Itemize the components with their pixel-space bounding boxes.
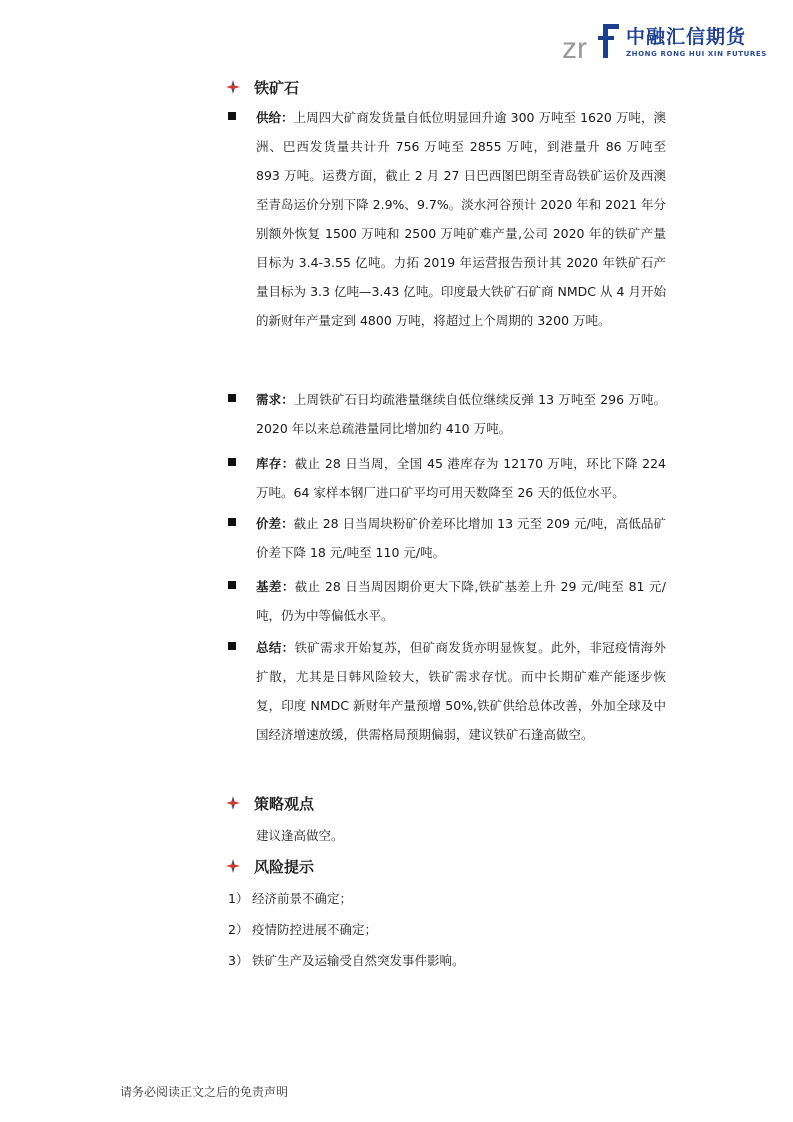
diamond-bullet-icon xyxy=(226,859,240,873)
svg-text:zr: zr xyxy=(562,32,587,64)
strategy-text: 建议逢高做空。 xyxy=(256,828,344,843)
section-heading-strategy xyxy=(226,792,314,814)
section-title: 铁矿石 xyxy=(254,78,300,97)
company-logo xyxy=(562,16,782,66)
company-name-en: ZHONG RONG HUI XIN FUTURES xyxy=(626,50,767,58)
item-label: 基差： xyxy=(256,579,295,594)
item-text: 截止 28 日当周块粉矿价差环比增加 13 元至 209 元/吨，高低品矿价差下降 18 元/吨至 110 元/吨。 xyxy=(256,516,666,560)
square-bullet-icon xyxy=(228,394,236,402)
risk-number: 2） xyxy=(228,922,249,937)
square-bullet-icon xyxy=(228,581,236,589)
section-heading-risk xyxy=(226,855,314,877)
item-label: 总结： xyxy=(256,640,295,655)
item-label: 需求： xyxy=(256,392,294,407)
item-text: 上周铁矿石日均疏港量继续自低位继续反弹 13 万吨至 296 万吨。2020 年以来总疏港量同比增加约 410 万吨。 xyxy=(256,392,666,436)
risk-text: 铁矿生产及运输受自然突发事件影响。 xyxy=(252,953,465,968)
risk-item-1 xyxy=(228,889,352,907)
square-bullet-icon xyxy=(228,518,236,526)
square-bullet-icon xyxy=(228,642,236,650)
company-name-cn: 中融汇信期货 xyxy=(626,26,747,48)
risk-item-3 xyxy=(228,951,465,969)
section-title: 策略观点 xyxy=(254,794,315,813)
list-item-demand xyxy=(226,385,666,443)
footer-disclaimer: 请务必阅读正文之后的免责声明 xyxy=(120,1085,289,1099)
list-item-supply xyxy=(226,103,666,335)
risk-text: 经济前景不确定； xyxy=(252,891,353,906)
risk-item-2 xyxy=(228,920,377,938)
diamond-bullet-icon xyxy=(226,796,240,810)
zrf-logo-mark-icon xyxy=(562,20,622,64)
risk-text: 疫情防控进展不确定； xyxy=(252,922,378,937)
item-label: 供给： xyxy=(256,110,294,125)
risk-number: 1） xyxy=(228,891,249,906)
section-heading-iron-ore xyxy=(226,76,299,98)
square-bullet-icon xyxy=(228,112,236,120)
list-item-summary xyxy=(226,633,666,749)
list-item-spread xyxy=(226,509,666,567)
list-item-basis xyxy=(226,572,666,630)
item-text: 铁矿需求开始复苏，但矿商发货亦明显恢复。此外，非冠疫情海外扩散，尤其是日韩风险较大，铁矿需求存忧。而中长期矿难产能逐步恢复，印度 NMDC 新财年产量预增 50%,铁矿供给总体改善，外加全球及中国经济增速放缓，供需格局预期偏弱，建议铁矿石逢高做空。 xyxy=(256,640,666,742)
list-item-inventory xyxy=(226,449,666,507)
item-label: 库存： xyxy=(256,456,295,471)
section-title: 风险提示 xyxy=(254,857,315,876)
square-bullet-icon xyxy=(228,458,236,466)
risk-number: 3） xyxy=(228,953,249,968)
item-label: 价差： xyxy=(256,516,294,531)
diamond-bullet-icon xyxy=(226,80,240,94)
item-text: 截止 28 日当周，全国 45 港库存为 12170 万吨，环比下降 224 万吨。64 家样本钢厂进口矿平均可用天数降至 26 天的低位水平。 xyxy=(256,456,666,500)
item-text: 上周四大矿商发货量自低位明显回升逾 300 万吨至 1620 万吨，澳洲、巴西发货量共计升 756 万吨至 2855 万吨，到港量升 86 万吨至 893 万吨。运费方面，截止 2 月 27 日巴西图巴朗至青岛铁矿运价及西澳至青岛运价分别下降 2.9%、9.7%。淡水河谷预计 2020 年和 2021 年分别额外恢复 1500 万吨和 2500 万吨矿难产量,公司 2020 年的铁矿产量目标为 3.4-3.55 亿吨。力拓 2019 年运营报告预计其 2020 年铁矿石产量目标为 3.3 亿吨—3.43 亿吨。印度最大铁矿石矿商 NMDC 从 4 月开始的新财年产量定到 4800 万吨，将超过上个周期的 3200 万吨。 xyxy=(256,110,666,328)
item-text: 截止 28 日当周因期价更大下降,铁矿基差上升 29 元/吨至 81 元/吨，仍为中等偏低水平。 xyxy=(256,579,666,623)
